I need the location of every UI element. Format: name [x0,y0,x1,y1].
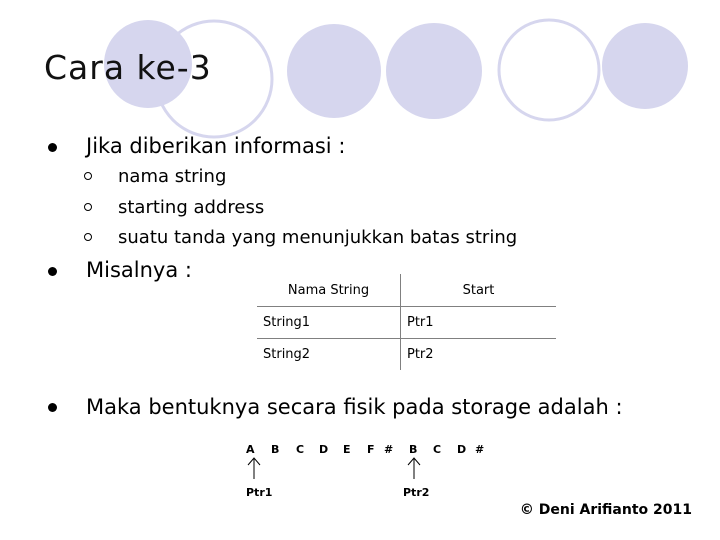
cell-ptr1: Ptr1 [401,307,557,339]
bullet-misalnya: Misalnya : [86,258,192,282]
pointer-label-ptr2: Ptr2 [403,486,430,499]
storage-char: B [409,443,418,456]
sub-bullet-ring [84,233,92,241]
storage-char: C [296,443,305,456]
copyright-text: © Deni Arifianto 2011 [519,502,692,518]
circle-filled-3 [386,23,482,119]
header-nama-string: Nama String [257,274,401,307]
sub-bullet-ring [84,172,92,180]
sub-item-batas-string: suatu tanda yang menunjukkan batas string [118,227,518,248]
bullet-dot [48,403,57,412]
storage-char: # [475,443,485,456]
table-row [257,339,556,371]
storage-char: A [246,443,255,456]
storage-char: E [343,443,351,456]
table-header-row [257,274,556,307]
bullet-given-info: Jika diberikan informasi : [86,134,346,158]
table-row [257,307,556,339]
sub-bullet-ring [84,203,92,211]
pointer-label-ptr1: Ptr1 [246,486,273,499]
string-table [257,274,556,370]
storage-char: # [384,443,394,456]
storage-char: D [319,443,329,456]
storage-char: B [271,443,280,456]
cell-string2: String2 [257,339,401,371]
storage-char: D [457,443,467,456]
storage-char: F [367,443,375,456]
sub-item-nama-string: nama string [118,166,227,187]
bullet-storage: Maka bentuknya secara fisik pada storage adalah : [86,395,623,419]
storage-char: C [433,443,442,456]
circle-filled-4 [602,23,688,109]
cell-string1: String1 [257,307,401,339]
sub-item-starting-address: starting address [118,197,265,218]
circle-outline-2 [499,20,599,120]
circle-filled-2 [287,24,381,118]
bullet-dot [48,267,57,276]
slide-title: Cara ke-3 [44,48,212,87]
header-start: Start [401,274,557,307]
cell-ptr2: Ptr2 [401,339,557,371]
bullet-dot [48,143,57,152]
